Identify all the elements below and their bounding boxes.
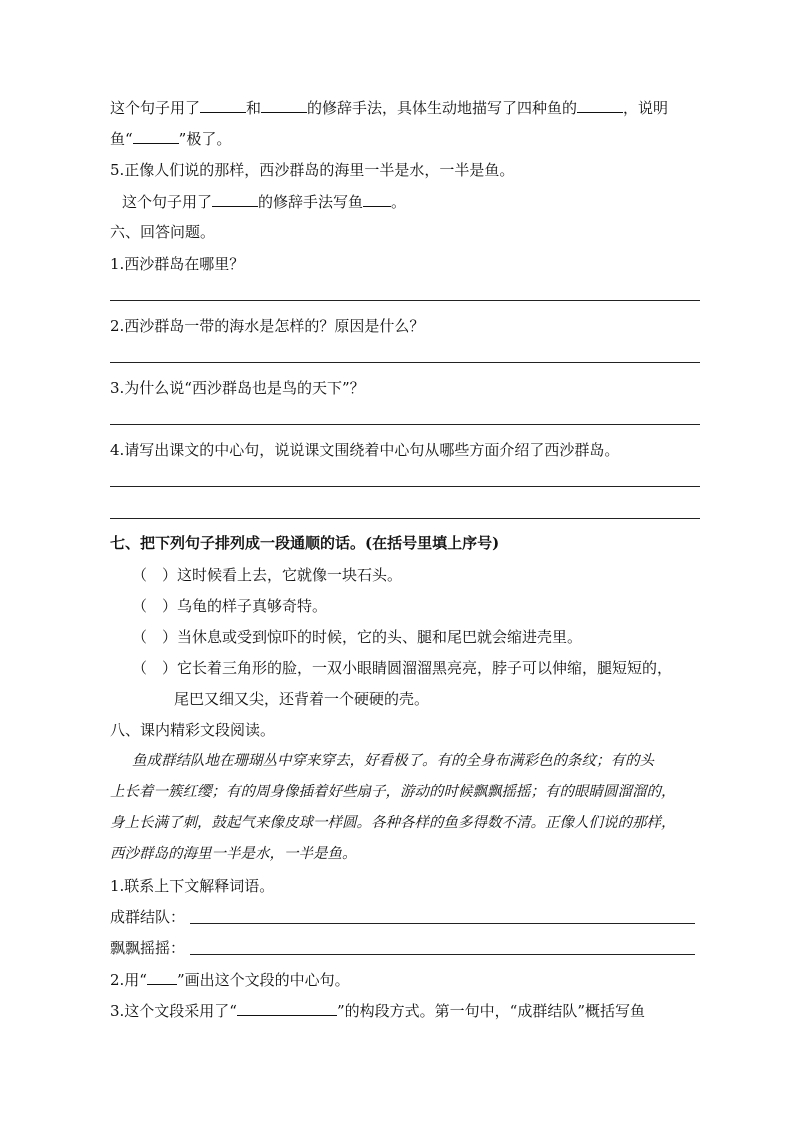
q4-explanation-line2 [110,128,231,149]
section-8-question-3 [110,1000,645,1021]
text: 。 [391,193,407,211]
section-7-heading: 七、把下列句子排列成一段通顺的话。(在括号里填上序号) [110,534,500,552]
word-1-label: 成群结队： [110,908,186,926]
answer-line[interactable] [110,486,700,487]
answer-blank[interactable] [200,97,246,113]
answer-line[interactable] [110,362,700,363]
order-item-4-continued: 尾巴又细又尖，还背着一个硬硬的壳。 [174,690,430,708]
text: 3.这个文段采用了“ [110,1002,237,1020]
section-6-question-1: 1.西沙群岛在哪里？ [110,255,245,273]
section-8-question-2 [110,969,350,990]
passage-line-2: 上长着一簇红缨；有的周身像插着好些扇子，游动的时候飘飘摇摇；有的眼睛圆溜溜的， [110,784,676,800]
answer-blank[interactable] [363,191,391,207]
word-2-label: 飘飘摇摇： [110,939,186,957]
order-item-1[interactable]: （ ）这时候看上去，它就像一块石头。 [132,566,403,584]
section-6-question-3: 3.为什么说“西沙群岛也是鸟的天下”？ [110,379,365,397]
section-6-question-2: 2.西沙群岛一带的海水是怎样的？原因是什么？ [110,317,425,335]
text: 鱼“ [110,130,133,148]
answer-blank[interactable] [133,128,179,144]
text: 和 [246,99,262,117]
passage-line-4: 西沙群岛的海里一半是水，一半是鱼。 [110,846,357,862]
section-6-question-4: 4.请写出课文的中心句，说说课文围绕着中心句从哪些方面介绍了西沙群岛。 [110,441,620,459]
answer-blank[interactable] [577,97,623,113]
answer-blank[interactable] [237,1000,337,1016]
order-item-2[interactable]: （ ）乌龟的样子真够奇特。 [132,597,328,615]
text: 2.用“ [110,971,147,989]
text: ”画出这个文段的中心句。 [176,971,350,989]
answer-line[interactable] [190,954,695,955]
answer-line[interactable] [110,300,700,301]
underline-sample [147,969,177,985]
text: 的修辞手法，具体生动地描写了四种鱼的 [307,99,578,117]
text: 这个句子用了 [122,193,213,211]
text: 这个句子用了 [110,99,201,117]
order-item-3[interactable]: （ ）当休息或受到惊吓的时候，它的头、腿和尾巴就会缩进壳里。 [132,628,583,646]
section-8-heading: 八、课内精彩文段阅读。 [110,721,276,739]
passage-line-1: 鱼成群结队地在珊瑚丛中穿来穿去，好看极了。有的全身布满彩色的条纹；有的头 [132,753,654,769]
text: 的修辞手法写鱼 [258,193,364,211]
question-5: 5.正像人们说的那样，西沙群岛的海里一半是水，一半是鱼。 [110,161,515,179]
answer-blank[interactable] [261,97,307,113]
answer-line[interactable] [110,424,700,425]
section-8-question-1: 1.联系上下文解释词语。 [110,877,275,895]
order-item-4[interactable]: （ ）它长着三角形的脸，一双小眼睛圆溜溜黑亮亮，脖子可以伸缩，腿短短的， [132,659,673,677]
section-6-heading: 六、回答问题。 [110,223,216,241]
answer-line[interactable] [110,518,700,519]
text: ”极了。 [178,130,232,148]
answer-line[interactable] [190,923,695,924]
q4-explanation-line1 [110,97,668,118]
passage-line-3: 身上长满了刺，鼓起气来像皮球一样圆。各种各样的鱼多得数不清。正像人们说的那样， [110,815,676,831]
answer-blank[interactable] [212,191,258,207]
q5-explanation [122,191,406,212]
text: ，说明 [623,99,669,117]
text: ”的构段方式。第一句中，“成群结队”概括写鱼 [336,1002,645,1020]
